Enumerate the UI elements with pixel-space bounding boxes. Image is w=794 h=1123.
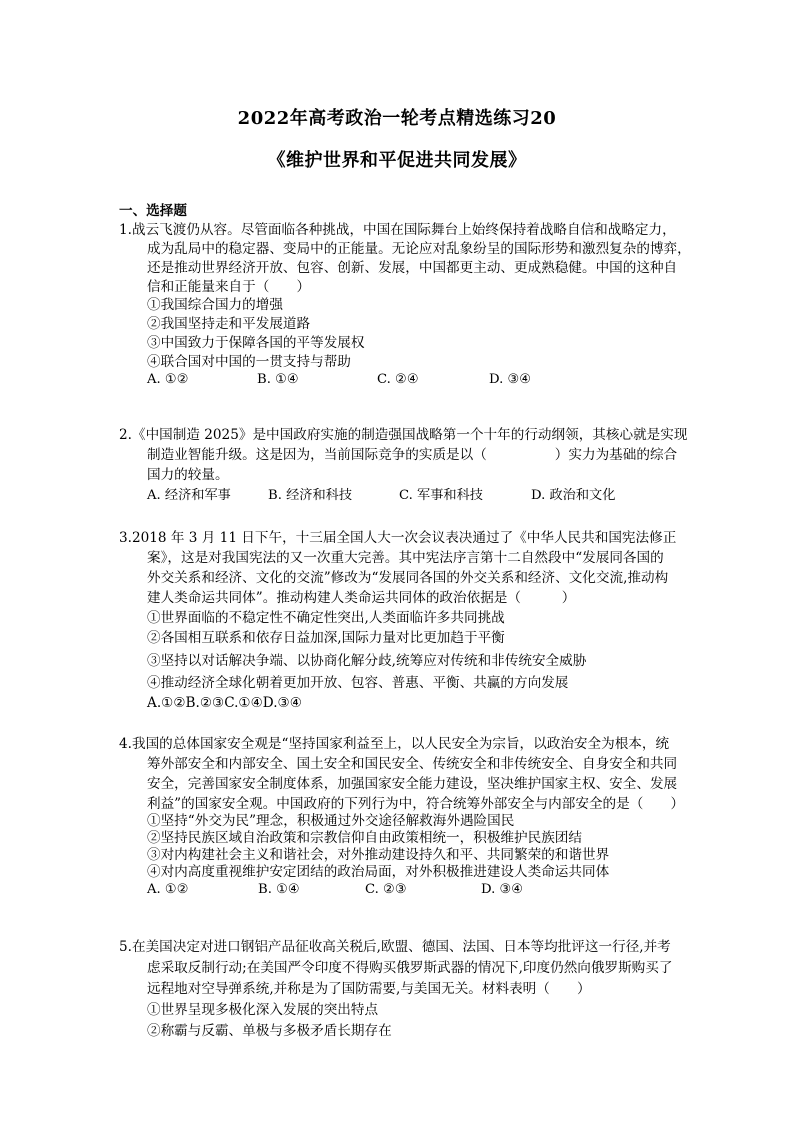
q4-choice: ①坚持“外交为民”理念，积极通过外交途径解救海外遇险国民 <box>147 813 515 829</box>
q1-choice: ③中国致力于保障各国的平等发展权 <box>147 335 365 351</box>
q2-option-d: D. 政治和文化 <box>531 488 616 503</box>
q2-option-a: A. 经济和军事 <box>147 488 231 503</box>
q2-option-b: B. 经济和科技 <box>268 488 353 503</box>
page-subtitle: 《维护世界和平促进共同发展》 <box>267 150 527 171</box>
q3-choice: ④推动经济全球化朝着更加开放、包容、普惠、平衡、共赢的方向发展 <box>147 675 569 691</box>
q5-choice: ①世界呈现多极化深入发展的突出特点 <box>147 1002 379 1018</box>
q1-choice: ②我国坚持走和平发展道路 <box>147 316 311 332</box>
q5-choice: ②称霸与反霸、单极与多极矛盾长期存在 <box>147 1023 392 1039</box>
q4-choice: ②坚持民族区域自治政策和宗教信仰自由政策相统一，积极维护民族团结 <box>147 830 582 846</box>
q2-line: 国力的较量。 <box>147 467 229 483</box>
q4-option-a: A. ①② <box>147 882 189 897</box>
q4-line: 4.我国的总体国家安全观是“坚持国家利益至上，以人民安全为宗旨，以政治安全为根本，统 <box>119 736 670 752</box>
q4-option-c: C. ②③ <box>365 882 407 897</box>
q2-line: 制造业智能升级。这是因为，当前国际竞争的实质是以（ ）实力为基础的综合 <box>147 447 678 463</box>
q5-line: 远程地对空导弹系统,并称是为了国防需要,与美国无关。材料表明（ ） <box>147 981 591 997</box>
q3-choice: ③坚持以对话解决争端、以协商化解分歧,统筹应对传统和非传统安全威胁 <box>147 653 587 669</box>
q3-line: 建人类命运共同体”。推动构建人类命运共同体的政治依据是（ ） <box>147 590 576 606</box>
q3-choice: ①世界面临的不稳定性不确定性突出,人类面临许多共同挑战 <box>147 610 505 626</box>
q1-line: 成为乱局中的稳定器、变局中的正能量。无论应对乱象纷呈的国际形势和激烈复杂的博弈， <box>147 241 691 257</box>
q4-option-b: B. ①④ <box>258 882 300 897</box>
q4-option-d: D. ③④ <box>481 882 524 897</box>
q1-choice: ④联合国对中国的一贯支持与帮助 <box>147 354 351 370</box>
q3-line: 3.2018 年 3 月 11 日下午，十三届全国人大一次会议表决通过了《中华人民共和国宪法修正 <box>119 530 677 546</box>
q1-option-c: C. ②④ <box>377 372 419 387</box>
q3-choice: ②各国相互联系和依存日益加深,国际力量对比更加趋于平衡 <box>147 630 505 646</box>
q1-line: 信和正能量来自于（ ） <box>147 279 311 295</box>
page-title: 2022年高考政治一轮考点精选练习20 <box>237 108 557 129</box>
q1-option-d: D. ③④ <box>489 372 532 387</box>
q4-line: 安全，完善国家安全制度体系，加强国家安全能力建设，坚决维护国家主权、安全、发展 <box>147 776 678 792</box>
q3-line: 外交关系和经济、文化的交流”修改为“发展同各国的外交关系和经济、文化交流,推动构 <box>147 570 669 586</box>
q2-option-c: C. 军事和科技 <box>399 488 483 503</box>
q5-line: 虑采取反制行动;在美国严令印度不得购买俄罗斯武器的情况下,印度仍然向俄罗斯购买了 <box>147 960 673 976</box>
q1-option-a: A. ①② <box>147 372 189 387</box>
q3-line: 案》，这是对我国宪法的又一次重大完善。其中宪法序言第十二自然段中“发展同各国的 <box>147 550 664 566</box>
q1-line: 还是推动世界经济开放、包容、创新、发展，中国都更主动、更成熟稳健。中国的这种自 <box>147 260 678 276</box>
q1-option-b: B. ①④ <box>257 372 299 387</box>
q3-options: A.①②B.②③C.①④D.③④ <box>147 695 302 711</box>
section-heading: 一、选择题 <box>119 203 187 219</box>
q4-choice: ③对内构建社会主义和谐社会，对外推动建设持久和平、共同繁荣的和谐世界 <box>147 847 610 863</box>
q2-line: 2.《中国制造 2025》是中国政府实施的制造强国战略第一个十年的行动纲领，其核心就是实现 <box>119 427 688 443</box>
q4-line: 利益”的国家安全观。中国政府的下列行为中，符合统筹外部安全与内部安全的是（ ） <box>147 796 685 812</box>
q1-line: 1.战云飞渡仍从容。尽管面临各种挑战，中国在国际舞台上始终保持着战略自信和战略定力， <box>119 222 676 238</box>
q1-choice: ①我国综合国力的增强 <box>147 297 283 313</box>
q4-choice: ④对内高度重视维护安定团结的政治局面，对外积极推进建设人类命运共同体 <box>147 864 610 880</box>
q5-line: 5.在美国决定对进口钢铝产品征收高关税后,欧盟、德国、法国、日本等均批评这一行径,并考 <box>119 939 671 955</box>
q4-line: 筹外部安全和内部安全、国土安全和国民安全、传统安全和非传统安全、自身安全和共同 <box>147 756 678 772</box>
